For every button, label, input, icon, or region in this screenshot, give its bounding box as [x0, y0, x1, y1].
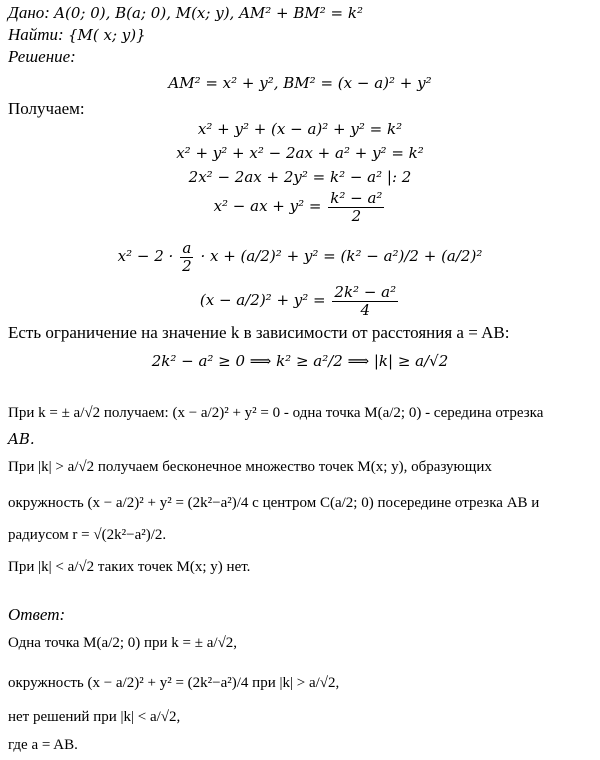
answer-line-3: нет решений при |k| < a/√2,: [8, 709, 181, 725]
find-expression: {M( x; y)}: [67, 26, 146, 44]
step-6-fraction: [332, 284, 398, 318]
step-5-fraction: [180, 240, 194, 274]
find-label: Найти:: [8, 25, 64, 44]
step-2: x² + y² + x² − 2ax + a² + y² = k²: [176, 144, 424, 162]
case-2-line-3: радиусом r = √(2k²−a²)/2.: [8, 527, 167, 543]
step-3: 2x² − 2ax + 2y² = k² − a² |: 2: [188, 168, 412, 186]
case-2-line-2: окружность (x − a/2)² + y² = (2k²−a²)/4 с центром C(a/2; 0) посередине отрезка AB и: [8, 495, 540, 511]
step-4-fraction: [328, 190, 384, 224]
step-4-denominator: 2: [351, 206, 362, 225]
step-6-numerator: 2k² − a²: [334, 283, 397, 301]
am-bm-equation: AM² = x² + y², BM² = (x − a)² + y²: [168, 74, 432, 92]
step-4-numerator: k² − a²: [330, 189, 383, 207]
step-6-denominator: 4: [360, 300, 371, 319]
step-5: [0, 240, 600, 274]
case-1-line-2: AB.: [8, 430, 35, 448]
given-expression: A(0; 0), B(a; 0), M(x; y), AM² + BM² = k²: [54, 4, 363, 22]
restriction-expression: 2k² − a² ≥ 0 ⟹ k² ≥ a²/2 ⟹ |k| ≥ a/√2: [151, 352, 449, 370]
case-3: При |k| < a/√2 таких точек M(x; y) нет.: [8, 559, 251, 575]
step-5-left: x² − 2 ·: [117, 247, 174, 265]
step-6-left: (x − a/2)² + y² =: [199, 291, 326, 309]
step-4-left: x² − ax + y² =: [213, 197, 322, 215]
obtain-text: Получаем:: [8, 99, 85, 118]
case-1-line-1: При k = ± a/√2 получаем: (x − a/2)² + y² = 0 - одна точка M(a/2; 0) - середина отрезка: [8, 405, 544, 421]
solution-label: Решение:: [8, 47, 76, 66]
step-5-numerator: a: [182, 239, 192, 257]
step-5-middle: · x + (a/2)² + y² =: [200, 247, 336, 265]
given-line: [8, 2, 363, 24]
step-5-denominator: 2: [182, 256, 192, 275]
case-2-line-1: При |k| > a/√2 получаем бесконечное множество точек M(x; y), образующих: [8, 459, 492, 475]
answer-line-1: Одна точка M(a/2; 0) при k = ± a/√2,: [8, 635, 238, 651]
step-6: [0, 284, 600, 318]
step-5-rhs: (k² − a²)/2 + (a/2)²: [340, 247, 483, 265]
step-1: x² + y² + (x − a)² + y² = k²: [197, 120, 403, 138]
answer-line-2: окружность (x − a/2)² + y² = (2k²−a²)/4 при |k| > a/√2,: [8, 675, 340, 691]
answer-line-4: где a = AB.: [8, 737, 78, 753]
step-4: [0, 190, 600, 224]
restriction-text: Есть ограничение на значение k в зависимости от расстояния a = AB:: [8, 323, 510, 342]
find-line: [8, 24, 146, 46]
solution-label-line: [8, 46, 76, 68]
answer-label: Ответ:: [8, 605, 66, 624]
given-label: Дано:: [8, 3, 50, 22]
